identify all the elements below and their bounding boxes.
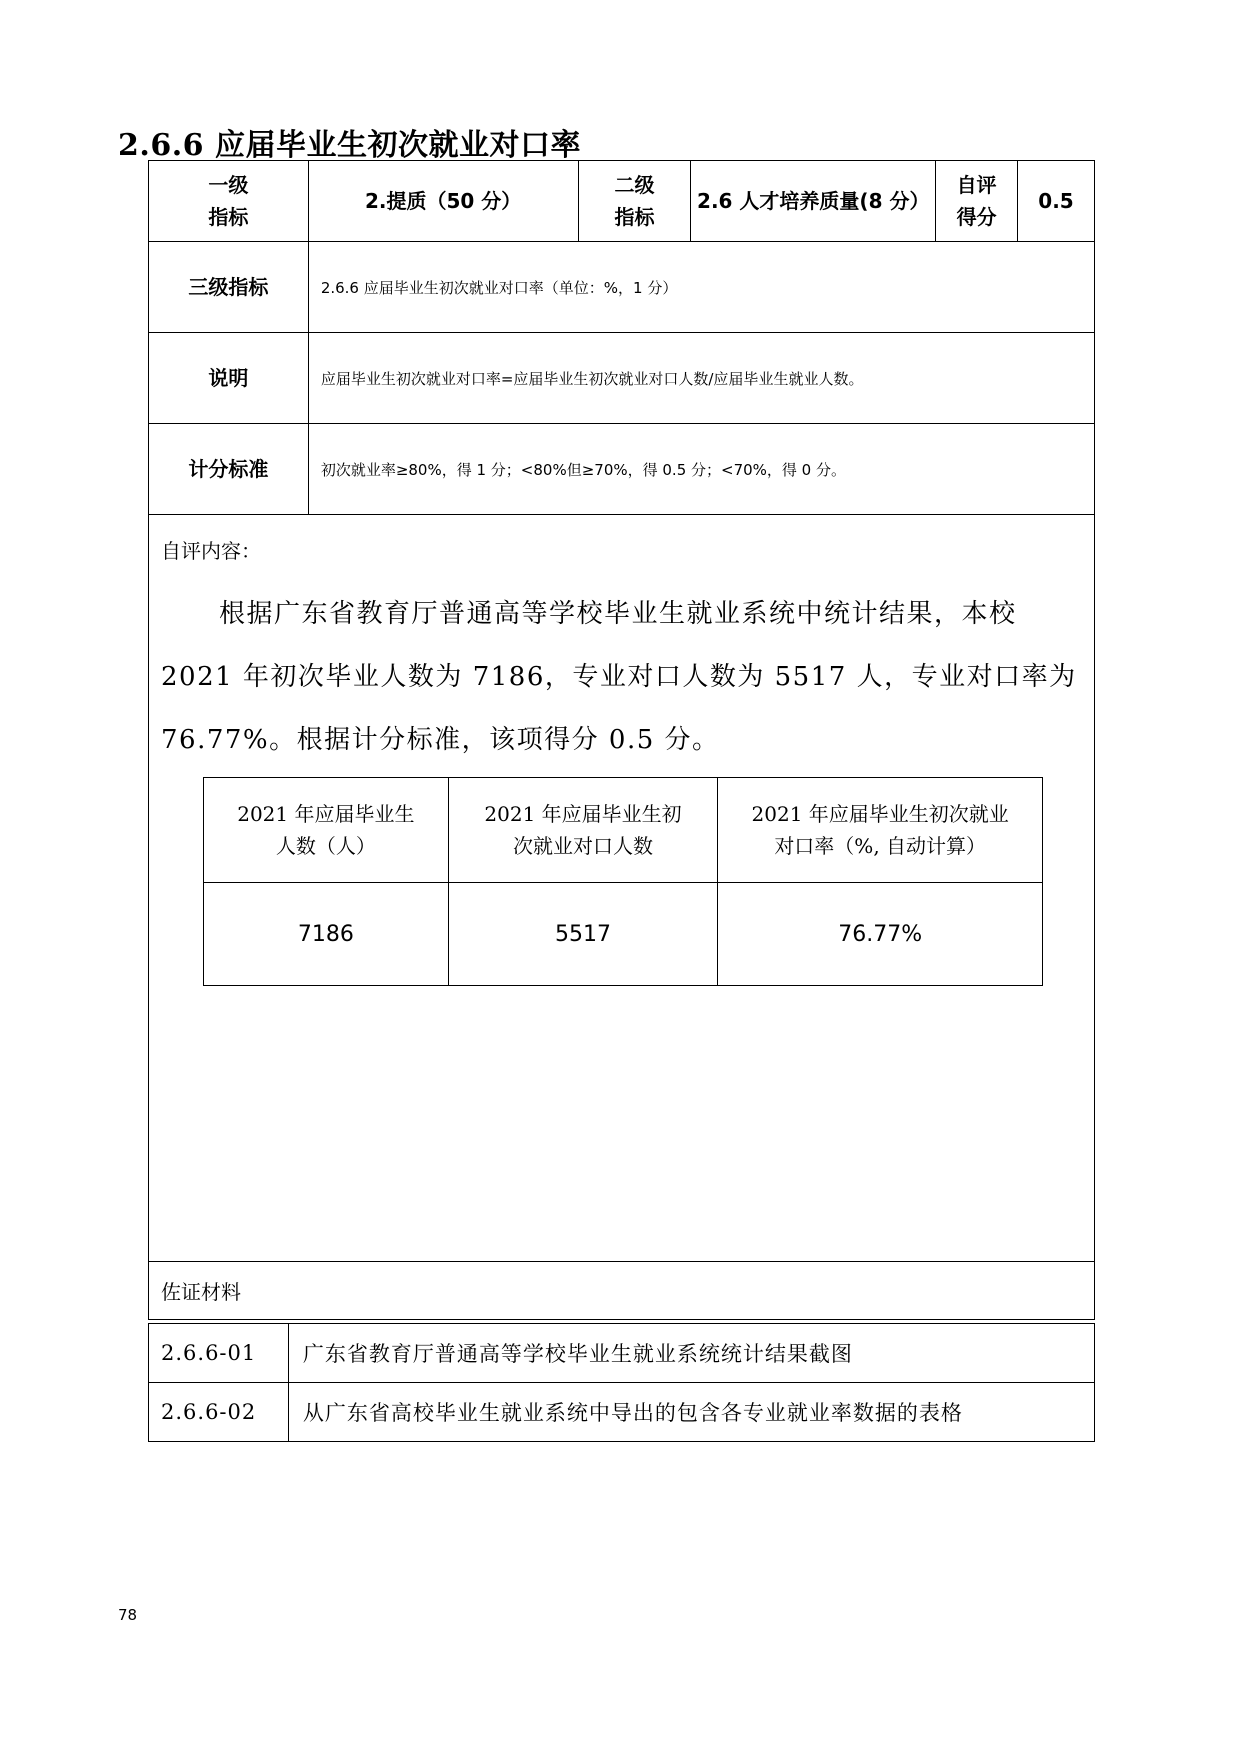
level2-label: 二级 指标 — [578, 161, 691, 242]
table-row — [149, 424, 1095, 515]
stats-value-row — [204, 883, 1043, 986]
level1-value: 2.提质（50 分） — [308, 161, 578, 242]
row-value: 初次就业率≥80%，得 1 分；<80%但≥70%，得 0.5 分；<70%，得 0 分。 — [308, 424, 1094, 515]
stats-header: 2021 年应届毕业生初次就业 对口率（%, 自动计算） — [718, 778, 1043, 883]
self-score-value: 0.5 — [1018, 161, 1095, 242]
evidence-desc: 从广东省高校毕业生就业系统中导出的包含各专业就业率数据的表格 — [288, 1383, 1094, 1442]
page-number: 78 — [118, 1606, 138, 1624]
header-row — [149, 161, 1095, 242]
stats-value: 5517 — [448, 883, 718, 986]
self-score-label: 自评 得分 — [936, 161, 1018, 242]
self-eval-paragraph: 根据广东省教育厅普通高等学校毕业生就业系统中统计结果，本校 2021 年初次毕业人数为 7186，专业对口人数为 5517 人，专业对口率为 76.77%。根据计分标准，该项得分 0.5 分。 — [161, 599, 1077, 755]
stats-header-row — [204, 778, 1043, 883]
stats-header: 2021 年应届毕业生 人数（人） — [204, 778, 449, 883]
evidence-desc: 广东省教育厅普通高等学校毕业生就业系统统计结果截图 — [288, 1324, 1094, 1383]
stats-value: 7186 — [204, 883, 449, 986]
row-label: 说明 — [149, 333, 309, 424]
evidence-title-row — [149, 1262, 1095, 1320]
table-row — [149, 333, 1095, 424]
self-eval-content — [149, 515, 1095, 1262]
evidence-code: 2.6.6-02 — [149, 1383, 289, 1442]
level2-value: 2.6 人才培养质量(8 分） — [691, 161, 936, 242]
row-value: 应届毕业生初次就业对口率=应届毕业生初次就业对口人数/应届毕业生就业人数。 — [308, 333, 1094, 424]
row-label: 计分标准 — [149, 424, 309, 515]
indicator-table — [148, 160, 1095, 1320]
section-heading: 2.6.6 应届毕业生初次就业对口率 — [118, 128, 581, 163]
evidence-title: 佐证材料 — [149, 1262, 1095, 1320]
self-eval-row — [149, 515, 1095, 1262]
evidence-table — [148, 1323, 1095, 1442]
table-row — [149, 242, 1095, 333]
evidence-item — [149, 1383, 1095, 1442]
level1-label: 一级 指标 — [149, 161, 309, 242]
stats-table — [203, 777, 1043, 986]
evidence-item — [149, 1324, 1095, 1383]
stats-header: 2021 年应届毕业生初 次就业对口人数 — [448, 778, 718, 883]
row-label: 三级指标 — [149, 242, 309, 333]
self-eval-label: 自评内容： — [161, 539, 261, 563]
stats-value: 76.77% — [718, 883, 1043, 986]
evidence-code: 2.6.6-01 — [149, 1324, 289, 1383]
row-value: 2.6.6 应届毕业生初次就业对口率（单位：%，1 分） — [308, 242, 1094, 333]
